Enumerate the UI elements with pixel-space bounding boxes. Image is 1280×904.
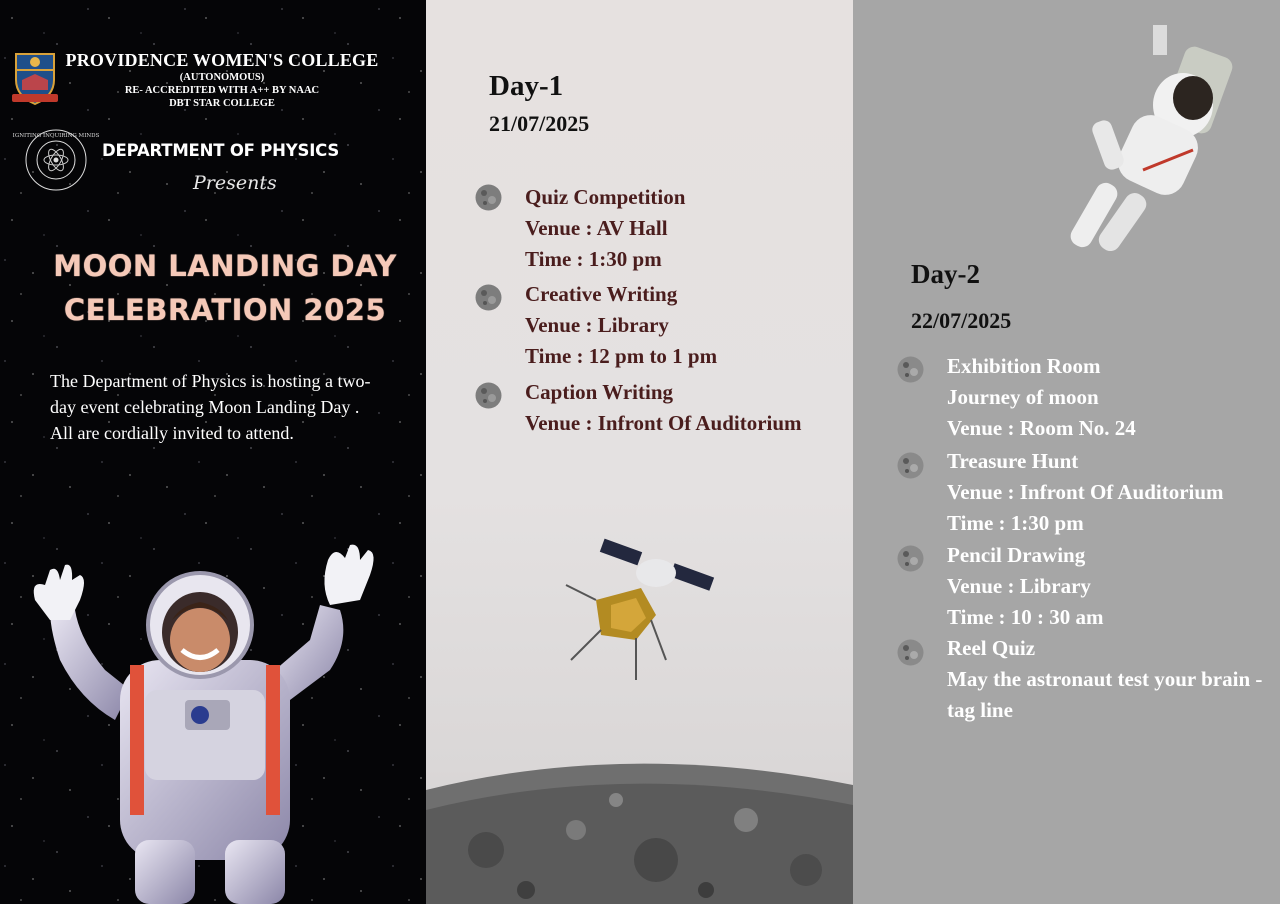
event-name: Quiz Competition (525, 185, 686, 209)
middle-panel (426, 0, 853, 904)
day1-date: 21/07/2025 (489, 111, 590, 136)
event-name: Creative Writing (525, 282, 678, 306)
moon-icon (475, 382, 502, 409)
intro-line: The Department of Physics is hosting a two- (50, 371, 371, 391)
waving-astronaut-image (10, 540, 410, 904)
day1-event-creative-writing (525, 279, 717, 372)
event-venue: Venue : Library (947, 574, 1091, 598)
dept-logo-text: IGNITING INQUIRING MINDS (12, 133, 100, 139)
college-accreditation: RE- ACCREDITED WITH A++ BY NAAC (124, 85, 320, 96)
moon-icon (897, 356, 924, 383)
day2-event-exhibition (947, 351, 1136, 444)
moon-icon (475, 184, 502, 211)
event-venue: Venue : Room No. 24 (947, 416, 1136, 440)
department-seal-logo-icon (12, 128, 100, 192)
day1-event-caption-writing (525, 377, 802, 439)
day2-date: 22/07/2025 (911, 308, 1012, 333)
event-detail: May the astronaut test your brain - (947, 667, 1263, 691)
moon-surface-image (426, 740, 853, 904)
event-time: Time : 10 : 30 am (947, 605, 1104, 629)
college-dbt: DBT STAR COLLEGE (169, 98, 275, 109)
event-name: Pencil Drawing (947, 543, 1086, 567)
department-title: DEPARTMENT OF PHYSICS (102, 141, 340, 160)
event-venue: Venue : Infront Of Auditorium (947, 480, 1224, 504)
event-time: Time : 12 pm to 1 pm (525, 344, 718, 368)
event-detail: Journey of moon (947, 385, 1099, 409)
left-panel (0, 0, 426, 904)
presents-text: Presents (193, 172, 277, 194)
day2-event-pencil-drawing (947, 540, 1104, 633)
moon-icon (897, 639, 924, 666)
right-panel (853, 0, 1280, 904)
day2-label: Day-2 (911, 259, 980, 289)
event-name: Exhibition Room (947, 354, 1101, 378)
college-header (62, 50, 382, 110)
lunar-lander-image (556, 540, 726, 685)
event-time: Time : 1:30 pm (947, 511, 1084, 535)
day1-label: Day-1 (489, 70, 564, 102)
event-name: Caption Writing (525, 380, 674, 404)
event-venue: Venue : Library (525, 313, 669, 337)
day2-event-reel-quiz (947, 633, 1262, 726)
college-crest-logo-icon (10, 50, 60, 106)
college-autonomous: (AUTONOMOUS) (179, 72, 265, 83)
floating-astronaut-image (1053, 20, 1253, 265)
intro-paragraph (50, 368, 410, 446)
event-title (20, 244, 430, 332)
event-name: Reel Quiz (947, 636, 1036, 660)
moon-icon (475, 284, 502, 311)
intro-line: day event celebrating Moon Landing Day . (50, 397, 360, 417)
intro-line: All are cordially invited to attend. (50, 423, 294, 443)
college-name: PROVIDENCE WOMEN'S COLLEGE (65, 50, 379, 70)
day2-event-treasure-hunt (947, 446, 1224, 539)
moon-icon (897, 545, 924, 572)
event-time: Time : 1:30 pm (525, 247, 662, 271)
event-venue: Venue : Infront Of Auditorium (525, 411, 802, 435)
event-title-line1: MOON LANDING DAY (53, 249, 397, 283)
event-venue: Venue : AV Hall (525, 216, 668, 240)
moon-icon (897, 452, 924, 479)
event-name: Treasure Hunt (947, 449, 1079, 473)
event-detail: tag line (947, 698, 1013, 722)
day1-event-quiz (525, 182, 685, 275)
event-title-line2: CELEBRATION 2025 (63, 293, 387, 327)
